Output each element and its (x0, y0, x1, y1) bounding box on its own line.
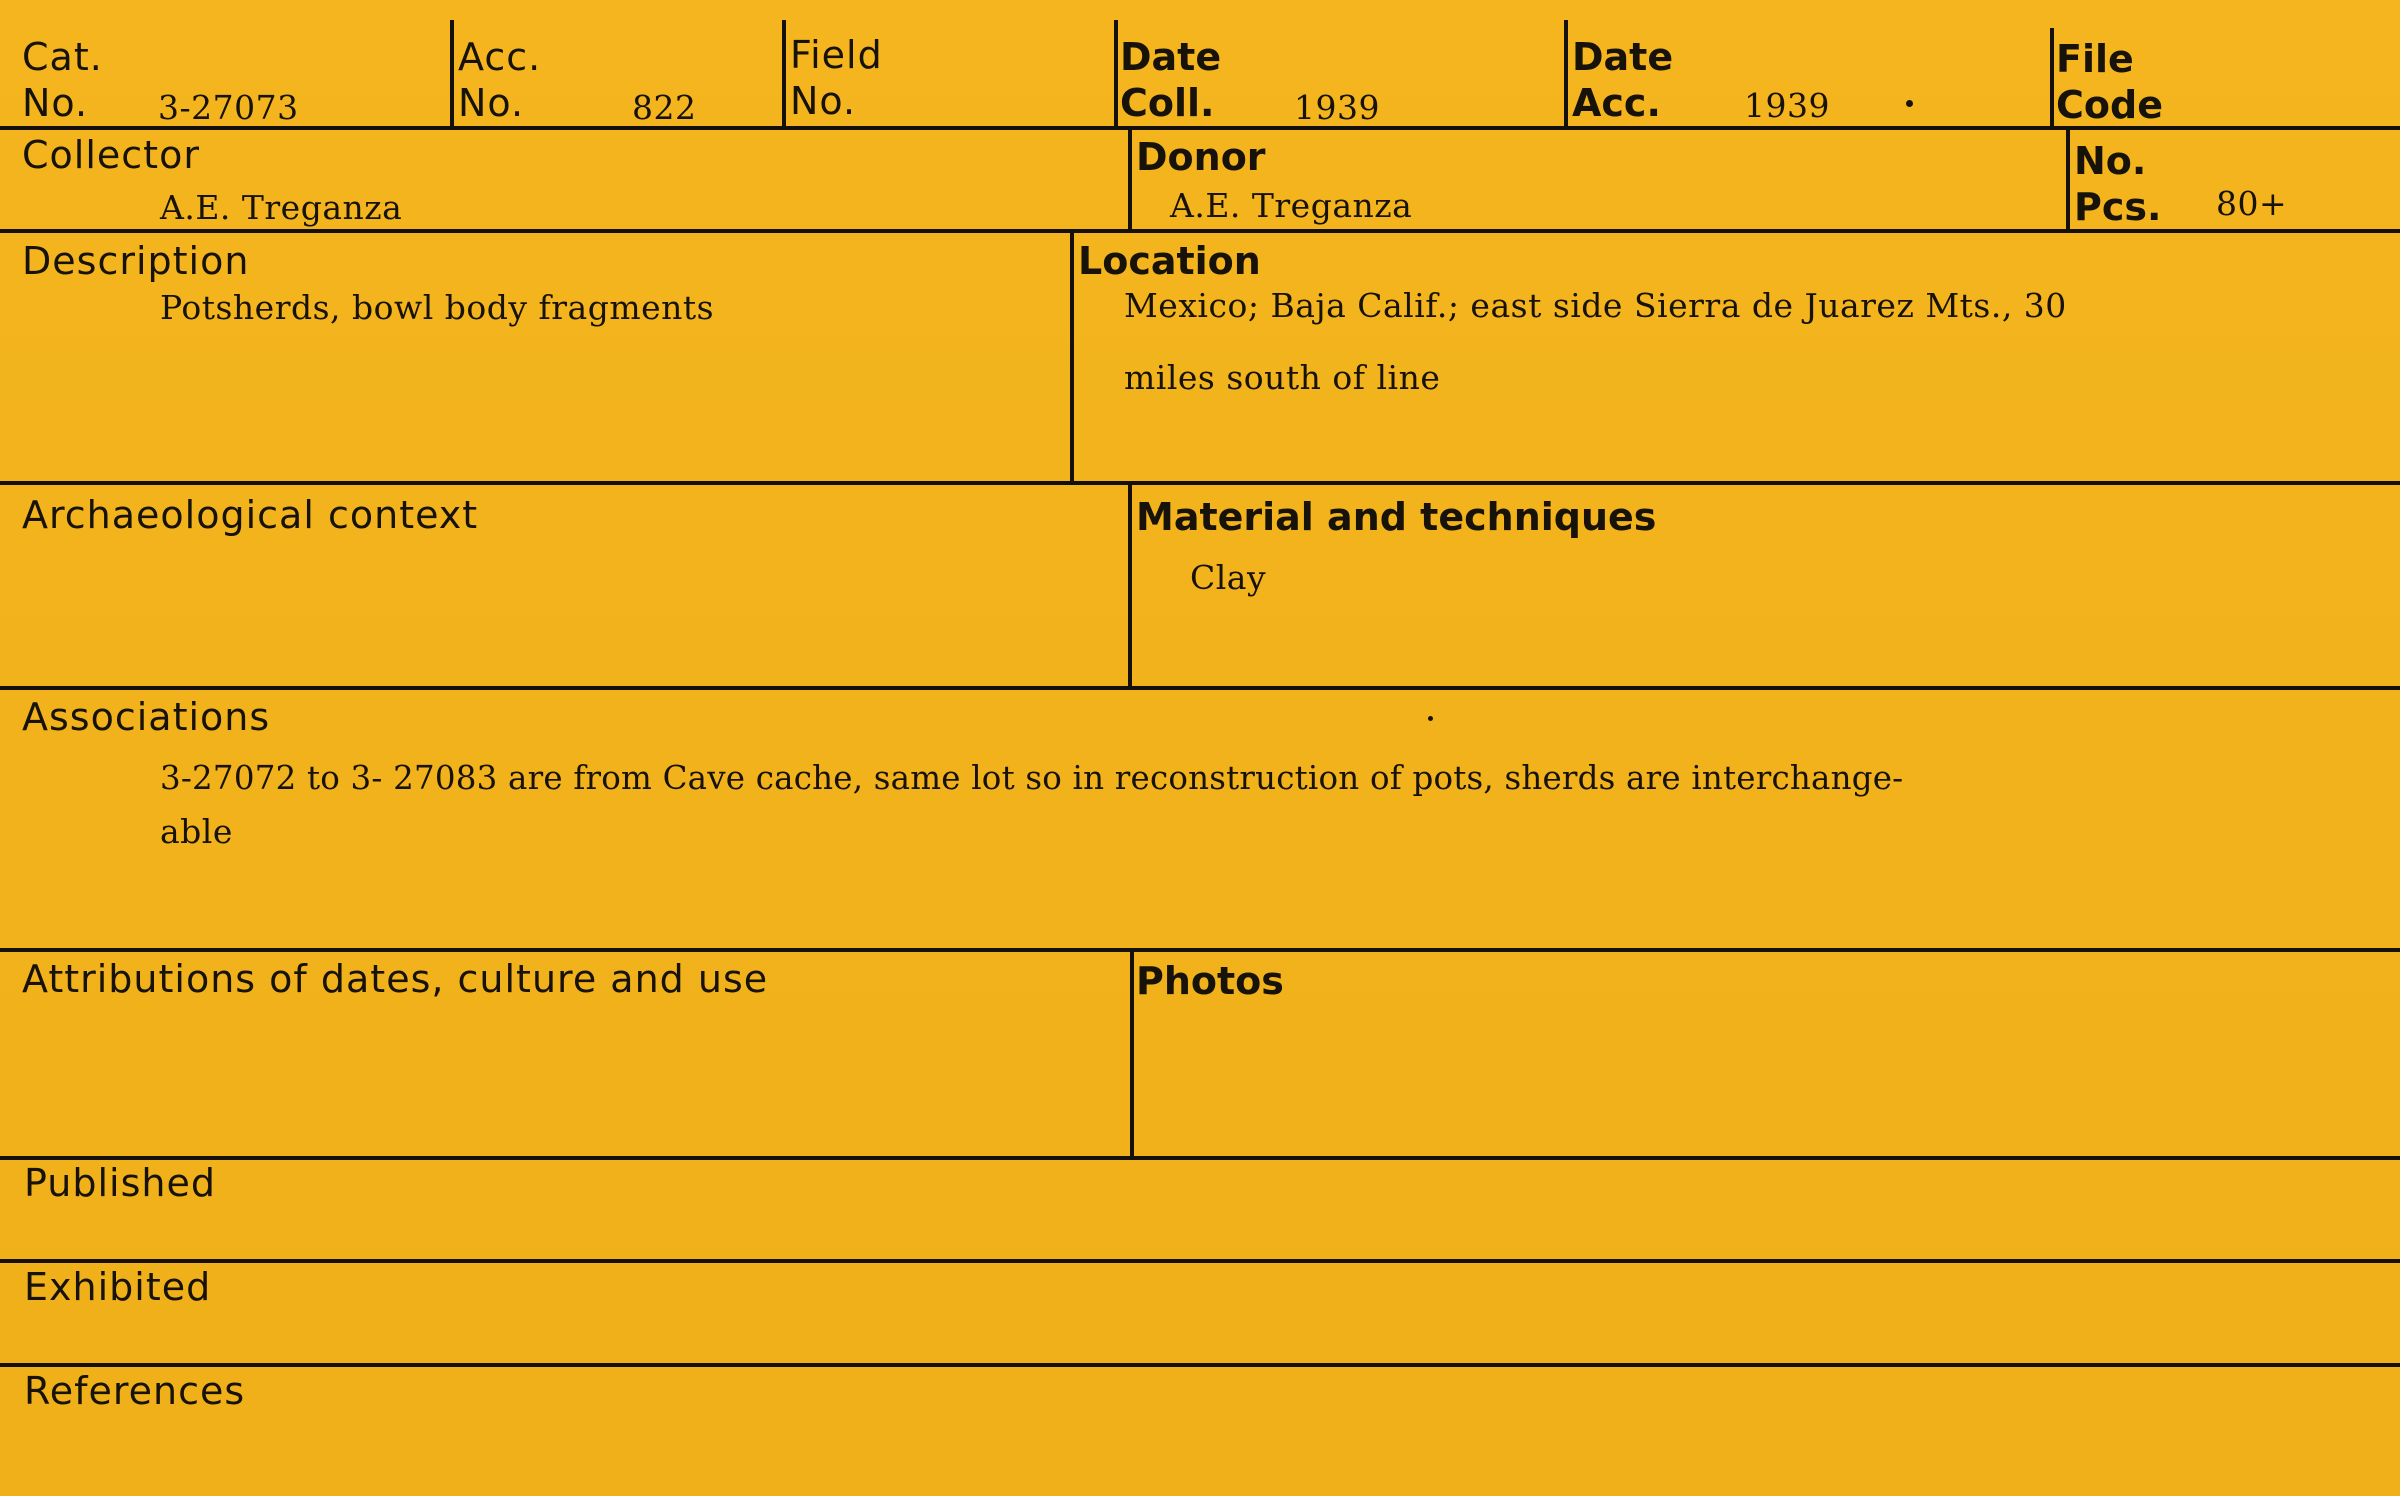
date-acc-value: 1939 (1744, 86, 1830, 125)
associations-value-line2: able (160, 812, 233, 851)
associations-value-line1: 3-27072 to 3- 27083 are from Cave cache, same lot so in reconstruction of pots, sherds are interchange- (160, 759, 1904, 797)
rule-v-collector (1128, 128, 1132, 231)
pcs-label-2: Pcs. (2074, 185, 2162, 229)
exhibited-label: Exhibited (24, 1265, 212, 1309)
references-label: References (24, 1369, 246, 1413)
collector-value: A.E. Treganza (160, 188, 403, 227)
location-value-line1: Mexico; Baja Calif.; east side Sierra de Juarez Mts., 30 (1124, 286, 2067, 325)
date-coll-value: 1939 (1294, 88, 1380, 127)
rule-v-dateacc (2050, 28, 2054, 128)
date-coll-label-1: Date (1120, 35, 1222, 79)
collector-label: Collector (22, 133, 200, 177)
rule-v-acc (782, 20, 786, 128)
location-value-line2: miles south of line (1124, 358, 1441, 397)
rule-v-datecoll (1564, 20, 1568, 128)
file-code-label-1: File (2056, 37, 2134, 81)
description-label: Description (22, 239, 250, 283)
rule-v-cat (450, 20, 454, 128)
cat-no-value: 3-27073 (158, 88, 299, 127)
date-acc-label-2: Acc. (1572, 81, 1661, 125)
donor-value: A.E. Treganza (1170, 186, 1413, 225)
rule-published-bottom (0, 1259, 2400, 1263)
ink-dot (1906, 100, 1913, 107)
rule-attributions-bottom (0, 1156, 2400, 1160)
cat-label-2: No. (22, 81, 89, 125)
rule-exhibited-bottom (0, 1363, 2400, 1367)
rule-v-field (1114, 20, 1118, 128)
field-label-1: Field (790, 33, 883, 77)
acc-label-2: No. (458, 81, 525, 125)
rule-collector-bottom (0, 229, 2400, 233)
material-value: Clay (1190, 558, 1267, 597)
acc-no-value: 822 (632, 88, 697, 127)
cat-label-1: Cat. (22, 35, 103, 79)
attributions-label: Attributions of dates, culture and use (22, 957, 769, 1001)
archaeological-context-label: Archaeological context (22, 493, 479, 537)
date-acc-label-1: Date (1572, 35, 1674, 79)
material-label: Material and techniques (1136, 495, 1657, 539)
rule-description-bottom (0, 481, 2400, 485)
published-label: Published (24, 1161, 216, 1205)
ink-dot (1428, 716, 1433, 721)
description-value: Potsherds, bowl body fragments (160, 288, 715, 327)
associations-label: Associations (22, 695, 271, 739)
rule-v-context (1128, 483, 1132, 688)
rule-v-donor (2066, 128, 2070, 231)
file-code-label-2: Code (2056, 83, 2163, 127)
rule-v-attributions (1130, 950, 1134, 1158)
photos-label: Photos (1136, 959, 1284, 1003)
pcs-value: 80+ (2216, 184, 2288, 223)
rule-v-description (1070, 231, 1074, 483)
donor-label: Donor (1136, 135, 1266, 179)
location-label: Location (1078, 239, 1261, 283)
acc-label-1: Acc. (458, 35, 542, 79)
rule-context-bottom (0, 686, 2400, 690)
rule-associations-bottom (0, 948, 2400, 952)
rule-header-bottom (0, 126, 2400, 130)
date-coll-label-2: Coll. (1120, 81, 1215, 125)
pcs-label-1: No. (2074, 139, 2147, 183)
field-label-2: No. (790, 79, 857, 123)
